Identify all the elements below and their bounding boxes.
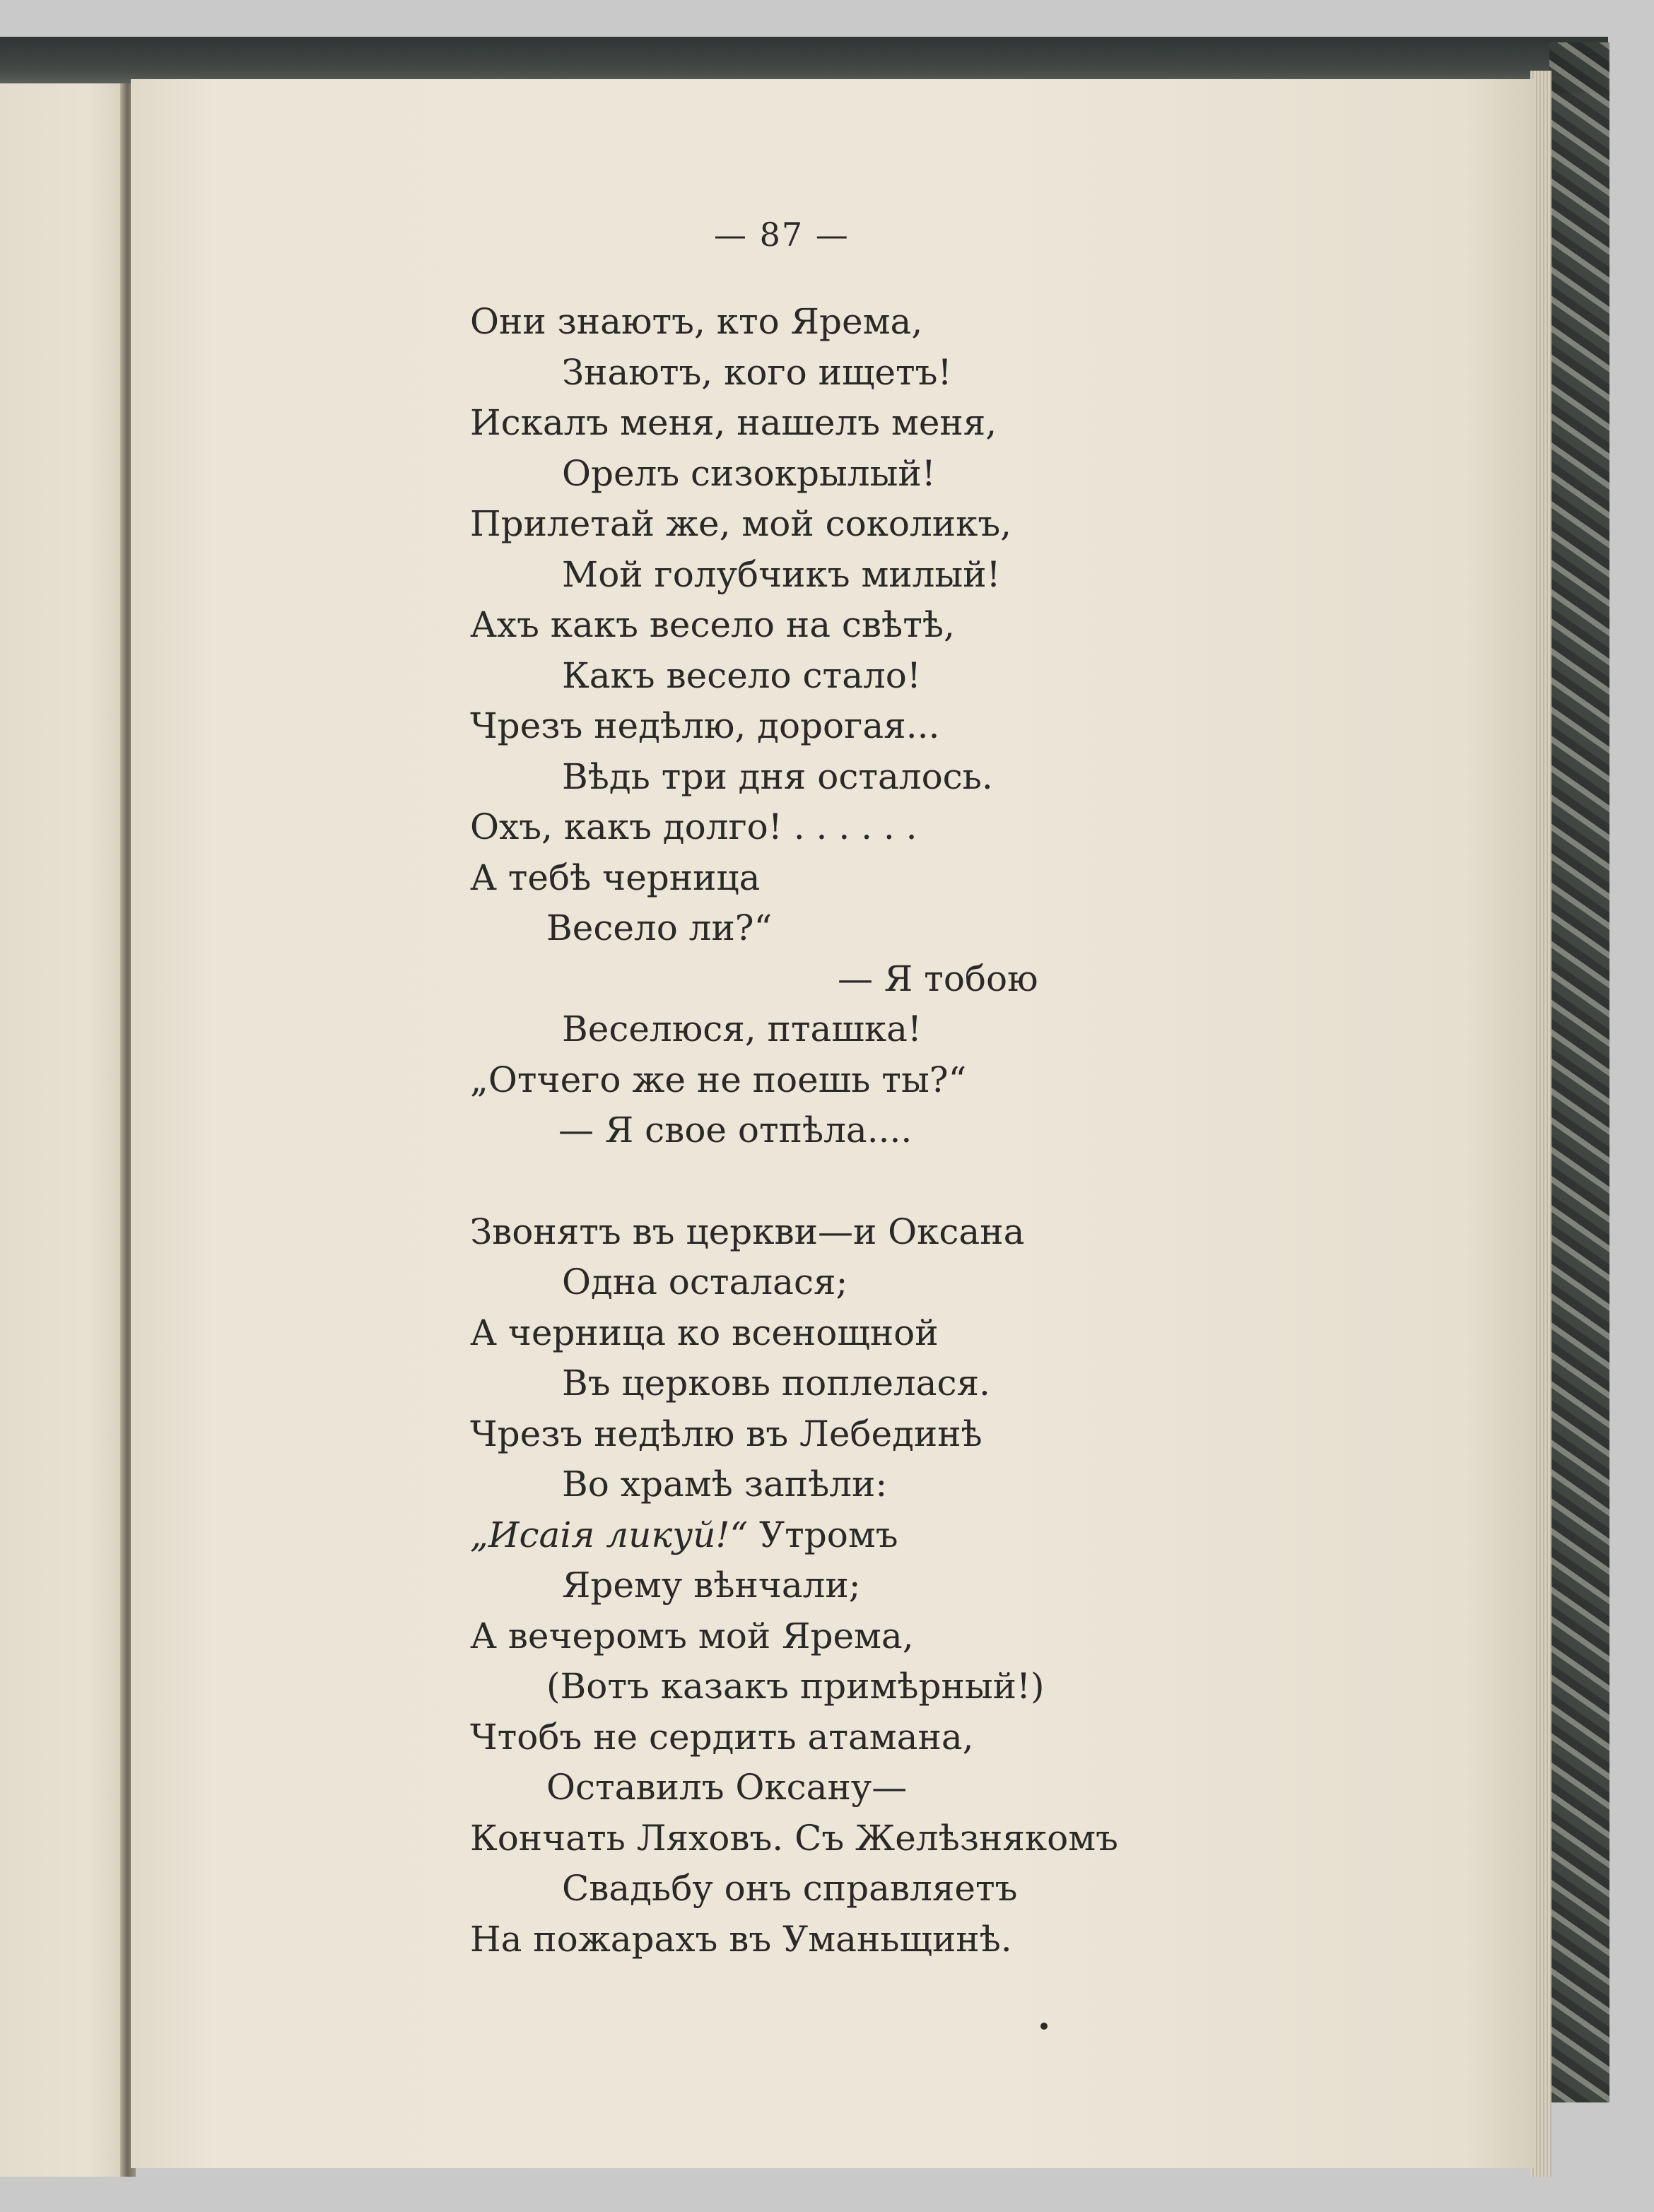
stanza-break [470, 1156, 1262, 1207]
ink-dot-mark [1040, 2023, 1048, 2030]
poem-text [470, 297, 1262, 1965]
verse-line: На пожарахъ въ Уманьщинѣ. [470, 1918, 1012, 1960]
book-spine-marbled [1549, 42, 1609, 2102]
verse-line: Веселюся, пташка! [562, 1008, 922, 1049]
verse-line: Свадьбу онъ справляетъ [562, 1868, 1018, 1909]
verse-line: Искалъ меня, нашелъ меня, [470, 402, 997, 443]
verse-line: Знаютъ, кого ищетъ! [562, 351, 952, 393]
verse-line: Орелъ сизокрылый! [562, 452, 936, 494]
verse-line: Вѣдь три дня осталось. [562, 755, 993, 797]
verse-line: „Отчего же не поешь ты?“ [470, 1059, 967, 1100]
verse-line: Мой голубчикъ милый! [562, 553, 1001, 595]
verse-line: Прилетай же, мой соколикъ, [470, 503, 1012, 544]
verse-line: (Вотъ казакъ примѣрный!) [546, 1666, 1045, 1707]
verse-italic-quote: „Исаія ликуй!“ [470, 1514, 749, 1555]
verse-line: — Я свое отпѣла.... [558, 1110, 913, 1151]
verse-line: А вечеромъ мой Ярема, [470, 1615, 914, 1657]
verse-line: Ахъ какъ весело на свѣтѣ, [470, 604, 955, 645]
verse-line-tail: Утромъ [758, 1514, 898, 1555]
verse-line: Звонятъ въ церкви—и Оксана [470, 1211, 1025, 1252]
verse-line: Одна осталася; [562, 1261, 848, 1302]
left-page [0, 83, 126, 2177]
verse-line: — Я тобою [838, 958, 1038, 999]
verse-line: А черница ко всенощной [470, 1312, 939, 1353]
verse-line: Въ церковь поплелася. [562, 1363, 990, 1404]
verse-line: Охъ, какъ долго! . . . . . . [470, 806, 917, 847]
verse-line: Какъ весело стало! [562, 654, 921, 696]
verse-line: Весело ли?“ [546, 907, 773, 948]
verse-line: Чрезъ недѣлю въ Лебединѣ [470, 1413, 983, 1454]
verse-line: Ярему вѣнчали; [562, 1565, 861, 1606]
verse-line: А тебѣ черница [470, 857, 761, 898]
verse-line: Во храмѣ запѣли: [562, 1464, 888, 1505]
verse-line: Чрезъ недѣлю, дорогая... [470, 705, 940, 746]
verse-line: Кончать Ляховъ. Съ Желѣзнякомъ [470, 1817, 1118, 1859]
verse-line: Оставилъ Оксану— [546, 1767, 908, 1808]
page-number: — 87 — [714, 216, 850, 254]
verse-line: Они знаютъ, кто Ярема, [470, 301, 923, 342]
verse-line [470, 1510, 1262, 1561]
verse-line: Чтобъ не сердить атамана, [470, 1716, 974, 1758]
